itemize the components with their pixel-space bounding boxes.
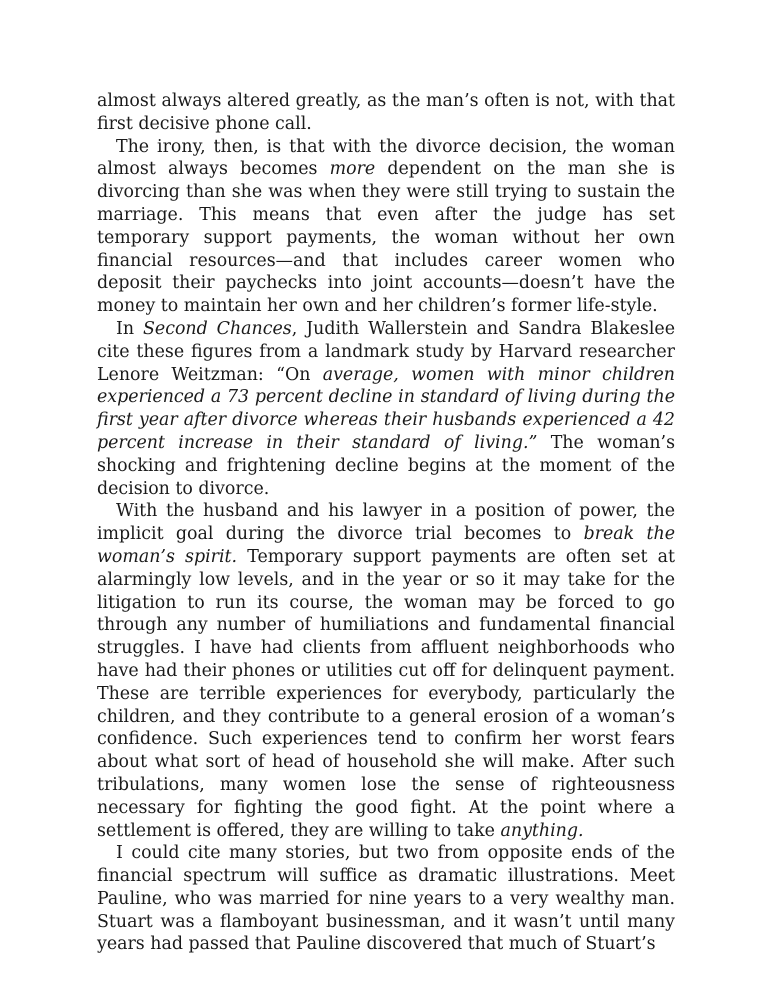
- paragraph-5: [97, 842, 675, 956]
- emphasis-text: break the woman’s spirit.: [97, 524, 675, 567]
- paragraph-4: [97, 500, 675, 842]
- paragraph-text: In: [116, 318, 143, 339]
- paragraph-1: [97, 90, 675, 136]
- paragraph-text: I could cite many stories, but two from opposite ends of the financial spectrum will suffice as dramatic illustrations. Meet Pauline, who was married for nine years to a very wealthy man. Stuart was a flamboyant businessman, and it wasn’t until many years had passed that Pauline discovered that much of Stuart’s: [97, 843, 675, 955]
- paragraph-2: [97, 136, 675, 318]
- paragraph-text: With the husband and his lawyer in a position of power, the implicit goal during the divorce trial becomes to: [97, 501, 675, 545]
- quotation-text: average, women with minor children experienced a 73 percent decline in standard of living during the first year after divorce whereas their husbands experienced a 42 percent increase in their standard of living.”: [97, 364, 675, 453]
- emphasis-text: more: [329, 159, 376, 180]
- book-title: Second Chances: [143, 318, 292, 339]
- emphasis-text: anything.: [500, 820, 584, 841]
- paragraph-text: , Judith Wallerstein and Sandra Blakeslee cite these figures from a landmark study by Harvard researcher Lenore Weitzman: “On: [97, 318, 675, 385]
- paragraph-text: Temporary support payments are often set at alarmingly low levels, and in the year or so it may take for the litigation to run its course, the woman may be forced to go through any number of humiliations and fundamental financial struggles. I have had clients from affluent neighborhoods who have had their phones or utilities cut off for delinquent payment. These are terrible experiences for everybody, particularly the children, and they contribute to a general erosion of a woman’s confidence. Such experiences tend to confirm her worst fears about what sort of head of household she will make. After such tribulations, many women lose the sense of righteousness necessary for fighting the good fight. At the point where a settlement is offered, they are willing to take: [97, 546, 676, 841]
- paragraph-text: The woman’s shocking and frightening decline begins at the moment of the decision to divorce.: [97, 432, 676, 499]
- book-page: [97, 90, 675, 956]
- paragraph-text: dependent on the man she is divorcing than she was when they were still trying to sustain the marriage. This means that even after the judge has set temporary support payments, the woman without her own financial resources—and that includes career women who deposit their paychecks into joint accounts—doesn’t have the money to maintain her own and her children’s former life-style.: [97, 159, 675, 317]
- paragraph-text: The irony, then, is that with the divorce decision, the woman almost always becomes: [97, 136, 675, 180]
- paragraph-text: almost always altered greatly, as the man’s often is not, with that first decisive phone call.: [97, 91, 675, 134]
- paragraph-3: [97, 318, 675, 500]
